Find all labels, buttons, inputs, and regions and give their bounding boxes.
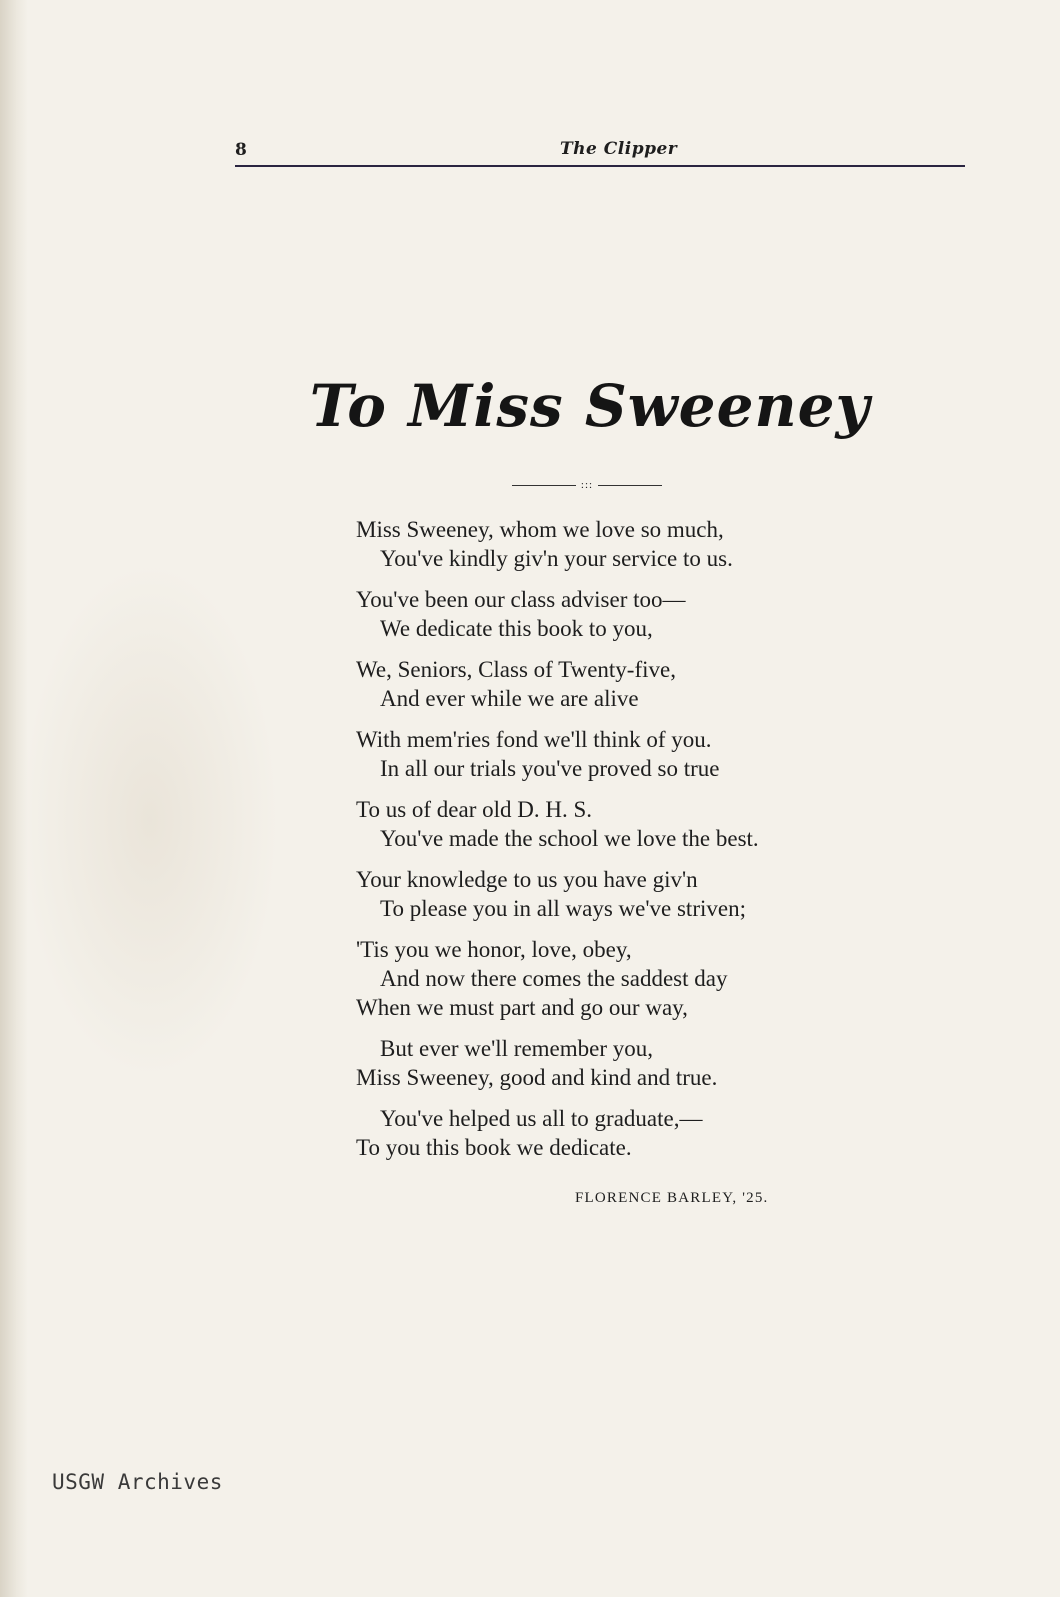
stanza [356,1104,876,1162]
author-signature: FLORENCE BARLEY, '25. [575,1190,769,1206]
page-header [235,136,965,166]
stanza [356,865,876,923]
poem-line: 'Tis you we honor, love, obey, [356,937,632,962]
poem-line: To please you in all ways we've striven; [380,896,746,921]
poem-line: But ever we'll remember you, [380,1036,654,1061]
ornament-line-left [512,485,576,486]
stanza [356,725,876,783]
ornament-dots: ::: [580,479,594,491]
archive-watermark: USGW Archives [52,1470,223,1494]
poem-body [356,515,876,1174]
stanza [356,935,876,1022]
poem-line: You've been our class adviser too— [356,587,686,612]
poem-line: Miss Sweeney, good and kind and true. [356,1065,718,1090]
page-number: 8 [235,140,247,160]
poem-line: You've kindly giv'n your service to us. [380,546,733,571]
poem-line: With mem'ries fond we'll think of you. [356,727,712,752]
poem-line: You've made the school we love the best. [380,826,759,851]
header-rule [235,165,965,167]
paper-stain [20,560,280,1080]
stanza [356,585,876,643]
poem-line: And ever while we are alive [380,686,639,711]
poem-title: To Miss Sweeney [309,372,871,440]
ornament-line-right [598,485,662,486]
poem-line: Miss Sweeney, whom we love so much, [356,517,724,542]
title-ornament [512,478,662,494]
poem-line: In all our trials you've proved so true [380,756,720,781]
stanza [356,795,876,853]
poem-line: To you this book we dedicate. [356,1135,632,1160]
poem-line: When we must part and go our way, [356,995,688,1020]
poem-line: And now there comes the saddest day [380,966,728,991]
poem-line: We, Seniors, Class of Twenty-five, [356,657,676,682]
poem-line: You've helped us all to graduate,— [380,1106,703,1131]
poem-line: To us of dear old D. H. S. [356,797,593,822]
stanza [356,1034,876,1092]
stanza [356,655,876,713]
running-head: The Clipper [560,139,678,159]
stanza [356,515,876,573]
poem-line: We dedicate this book to you, [380,616,653,641]
poem-line: Your knowledge to us you have giv'n [356,867,698,892]
